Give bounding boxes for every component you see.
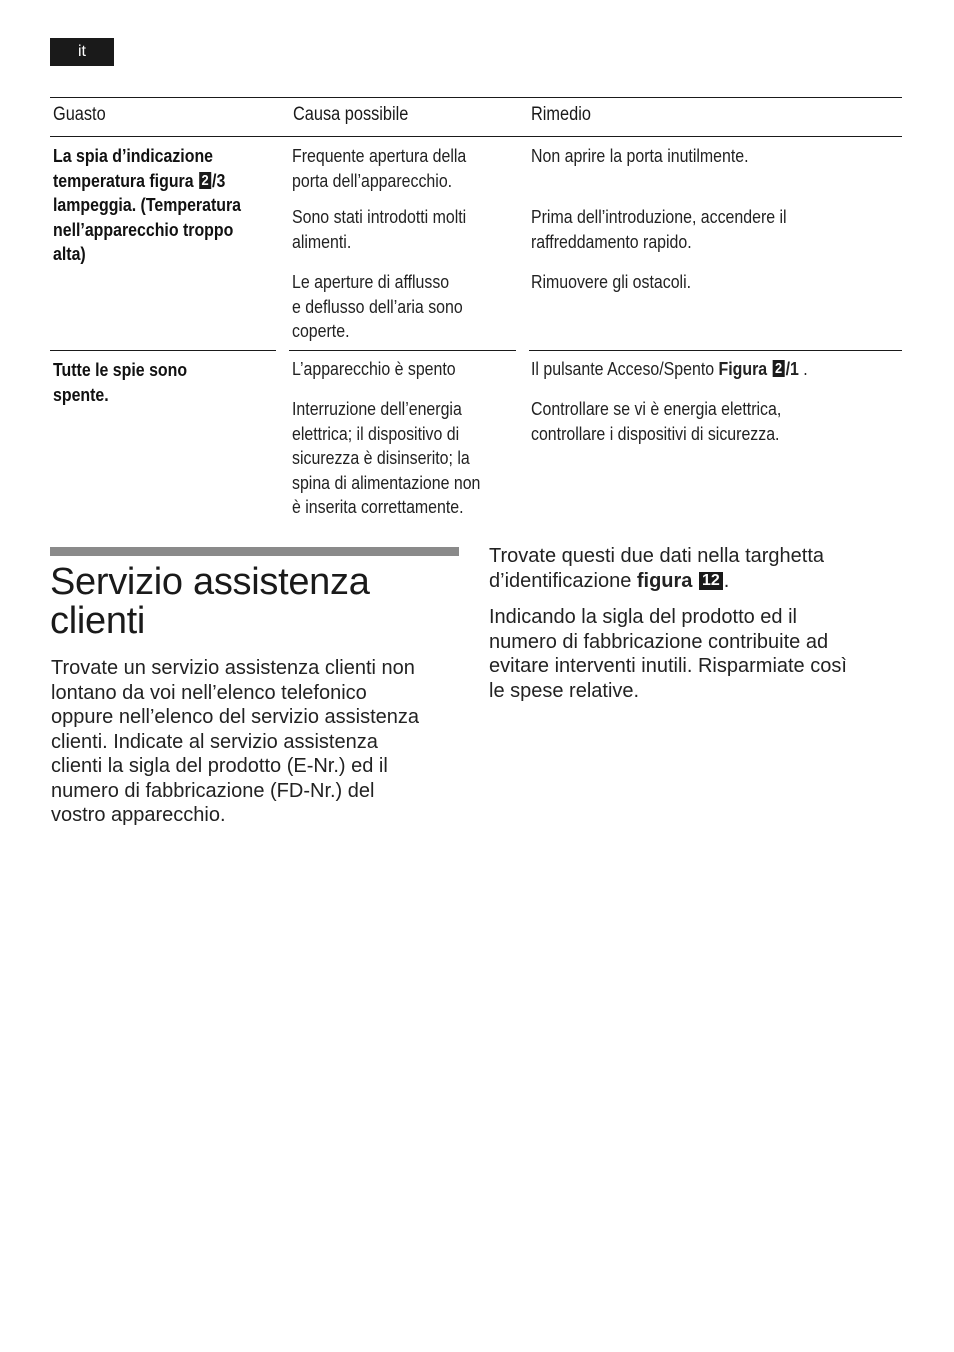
remedy-dont-open: Non aprire la porta inutilmente. [531, 145, 749, 166]
header-rule [50, 136, 902, 137]
figure-2-badge-remedy: 2 [772, 360, 784, 377]
remedy-text-end: . [798, 358, 808, 379]
remedy-text-prefix: Il pulsante Acceso/Spento [531, 358, 719, 379]
section-rule [50, 547, 459, 556]
cause-appliance-off: L’apparecchio è spento [292, 358, 456, 379]
fault-temperature-indicator [53, 144, 272, 267]
remedy-figure-label: Figura [718, 358, 772, 379]
left-paragraph: Trovate un servizio assistenza clienti non lontano da voi nell’elenco telefonico oppure nell’elenco del servizio assistenza clienti. Indicate al servizio assistenza clienti la sigla del prodotto (E-Nr.) ed il numero di fabbricazione (FD-Nr.) del vostro apparecchio. [51, 657, 419, 826]
right-paragraph-2: Indicando la sigla del prodotto ed il numero di fabbricazione contribuite ad evitare interventi inutili. Risparmiate così le spese relative. [489, 606, 847, 702]
remedy-remove-obstacles: Rimuovere gli ostacoli. [531, 271, 692, 292]
header-cause: Causa possibile [293, 104, 409, 125]
fault-text-part1: La spia d’indicazione temperatura figura [53, 145, 214, 191]
cause-air-vents-covered: Le aperture di afflusso e deflusso dell’aria sono coperte. [292, 271, 463, 341]
figure-2-badge: 2 [199, 172, 211, 189]
remedy-check-power: Controllare se vi è energia elettrica, controllare i dispositivi di sicurezza. [531, 398, 782, 444]
fault-text-part2: /3 lampeggia. (Temperatura nell’apparecchio troppo alta) [53, 169, 242, 264]
remedy-on-off-button [531, 357, 901, 382]
cause-frequent-opening: Frequente apertura della porta dell’apparecchio. [292, 145, 467, 191]
language-tab: it [50, 38, 114, 66]
right-para1-text: Trovate questi due dati nella targhetta d’identificazione [489, 545, 825, 592]
group-separator-remedy [529, 350, 902, 351]
remedy-figure-suffix: /1 [785, 358, 799, 379]
table-top-rule [50, 97, 902, 98]
fault-all-lights-off: Tutte le spie sono spente. [53, 359, 188, 405]
group-separator-cause [289, 350, 516, 351]
cause-many-foods: Sono stati introdotti molti alimenti. [292, 206, 467, 252]
cause-power-interruption: Interruzione dell’energia elettrica; il dispositivo di sicurezza è disinserito; la spina di alimentazione non è inserita correttamente. [292, 398, 481, 517]
right-paragraph-1 [489, 544, 909, 593]
section-title: Servizio assistenza clienti [50, 561, 370, 642]
group-separator-fault [50, 350, 276, 351]
right-para1-figure-label: figura [636, 569, 693, 592]
header-fault: Guasto [53, 104, 106, 125]
figure-12-badge: 12 [699, 572, 723, 590]
right-para1-end: . [723, 569, 730, 592]
header-remedy: Rimedio [531, 104, 591, 125]
remedy-fast-cooling: Prima dell’introduzione, accendere il raffreddamento rapido. [531, 206, 787, 252]
